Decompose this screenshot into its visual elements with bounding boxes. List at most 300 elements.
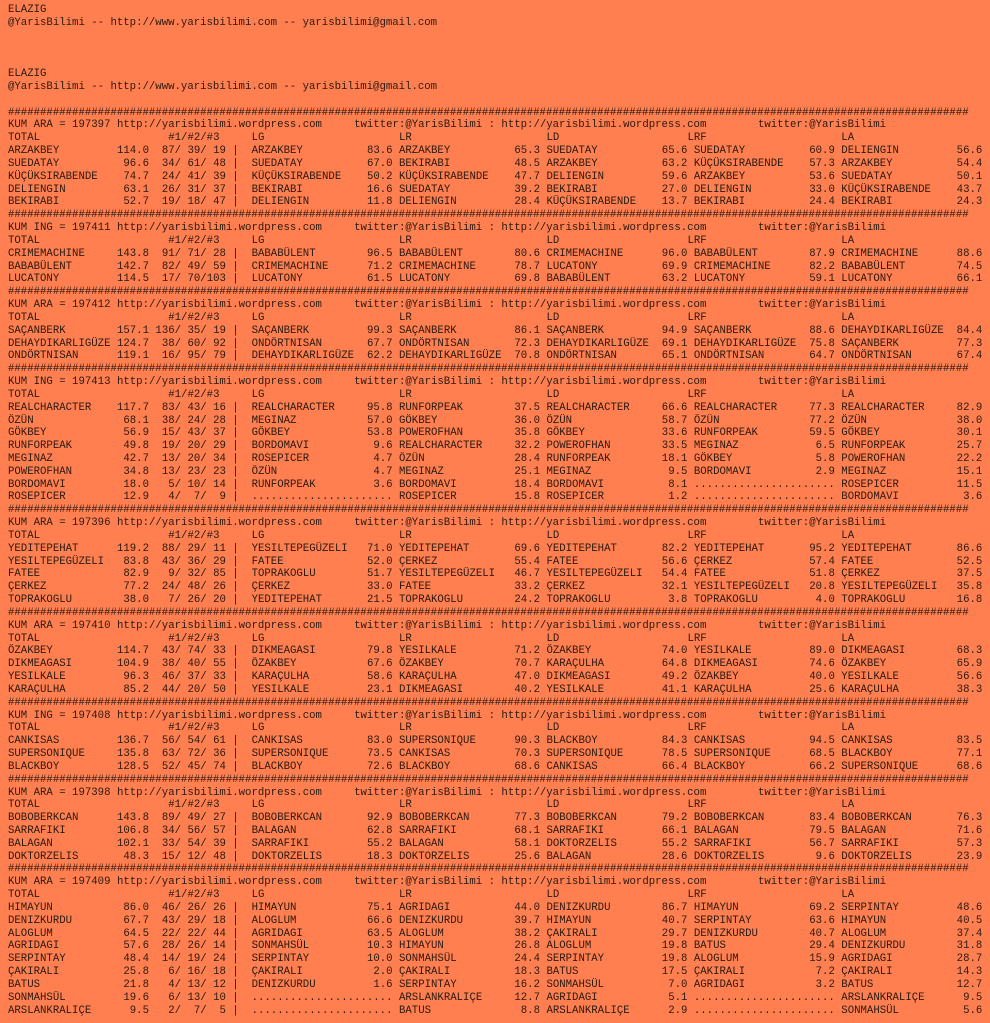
lr-name: FATEE: [399, 581, 432, 594]
lg-score: 21.5: [360, 594, 393, 607]
header-places: #1/#2/#3: [168, 311, 220, 324]
slash: /: [174, 273, 182, 286]
twitter-handle[interactable]: twitter:@YarisBilimi: [757, 876, 887, 889]
second-place-count: 26: [181, 940, 201, 953]
lg-score: 62.2: [360, 350, 393, 363]
la-name: KÜÇÜKSIRABENDE: [841, 183, 931, 196]
column-headers: [8, 799, 990, 812]
la-name: MEGINAZ: [841, 465, 887, 478]
separator-line: [8, 504, 990, 517]
hash-separator: ######################################################################################################################################################: [8, 504, 969, 517]
ld-score: 63.2: [655, 273, 688, 286]
first-place-count: 43: [155, 914, 175, 927]
la-score: 52.5: [950, 555, 983, 568]
lr-score: 24.2: [507, 594, 540, 607]
slash: /: [174, 145, 182, 158]
lg-score: 53.8: [360, 427, 393, 440]
lr-score: 58.1: [507, 837, 540, 850]
first-place-count: 46: [155, 671, 175, 684]
lg-score: 9.6: [360, 440, 393, 453]
race-title: KUM ARA = 197397: [8, 119, 111, 132]
blog-link[interactable]: http://yarisbilimi.wordpress.com: [116, 119, 322, 132]
lr-name: ARSLANKRALIÇE: [399, 991, 483, 1004]
header-lr: LR: [399, 529, 412, 542]
lg-score: 52.0: [360, 555, 393, 568]
slash: /: [200, 683, 207, 696]
total-score: 34.8: [116, 465, 149, 478]
lr-score: 70.8: [507, 350, 540, 363]
la-score: 50.1: [950, 170, 983, 183]
lrf-score: 40.0: [802, 671, 835, 684]
first-place-count: 44: [155, 683, 175, 696]
second-place-count: 39: [181, 145, 201, 158]
second-place-count: 54: [181, 735, 201, 748]
la-score: 37.4: [950, 927, 983, 940]
total-score: 85.2: [116, 683, 149, 696]
first-place-count: 9: [155, 568, 175, 581]
lrf-score: 7.2: [802, 966, 835, 979]
blog-link[interactable]: http://yarisbilimi.wordpress.com: [116, 299, 322, 312]
ld-name: KÜÇÜKSIRABENDE: [546, 196, 637, 209]
twitter-blog-link[interactable]: twitter:@YarisBilimi : http://yarisbilimi.wordpress.com: [354, 376, 707, 389]
lrf-score: 94.5: [802, 735, 835, 748]
ld-score: 55.2: [655, 837, 688, 850]
lg-name: ÖZAKBEY: [251, 658, 297, 671]
ld-score: 63.2: [655, 157, 688, 170]
lr-score: 69.8: [507, 273, 540, 286]
second-place-count: 12: [181, 850, 201, 863]
header-total: TOTAL: [8, 722, 41, 735]
la-score: 74.5: [950, 260, 983, 273]
lg-name: TOPRAKOGLU: [251, 568, 316, 581]
header-lr: LR: [399, 132, 412, 145]
header-ld: LD: [546, 529, 560, 542]
twitter-handle[interactable]: twitter:@YarisBilimi: [757, 786, 887, 799]
result-row: [8, 812, 990, 825]
blog-link[interactable]: http://yarisbilimi.wordpress.com: [116, 709, 322, 722]
total-name: CRIMEMACHINE: [8, 247, 85, 260]
lrf-name: DEHAYDIKARLIGÜZE: [693, 337, 797, 350]
slash: /: [174, 683, 182, 696]
ld-name: GÖKBEY: [546, 427, 585, 440]
third-place-count: 36: [206, 748, 226, 761]
la-name: TOPRAKOGLU: [841, 594, 906, 607]
race-title: KUM ARA = 197410: [8, 619, 111, 632]
ld-score: 33.5: [655, 440, 688, 453]
column-headers: [8, 722, 990, 735]
hash-separator: ######################################################################################################################################################: [8, 106, 969, 119]
blog-link[interactable]: http://yarisbilimi.wordpress.com: [116, 222, 322, 235]
pipe-divider: |: [232, 440, 239, 453]
lg-empty: ......................: [251, 491, 393, 504]
lg-name: KÜÇÜKSIRABENDE: [251, 170, 342, 183]
lr-score: 48.5: [507, 157, 540, 170]
twitter-blog-link[interactable]: twitter:@YarisBilimi : http://yarisbilimi.wordpress.com: [354, 299, 707, 312]
twitter-blog-link[interactable]: twitter:@YarisBilimi : http://yarisbilimi.wordpress.com: [354, 119, 707, 132]
pipe-divider: |: [232, 940, 239, 953]
lrf-name: FATEE: [693, 568, 726, 581]
twitter-blog-link[interactable]: twitter:@YarisBilimi : http://yarisbilimi.wordpress.com: [354, 786, 707, 799]
ld-name: AGRIDAGI: [546, 991, 598, 1004]
second-place-count: 26: [181, 594, 201, 607]
third-place-count: 23: [206, 465, 226, 478]
first-place-count: 83: [155, 401, 175, 414]
lg-score: 16.6: [360, 183, 393, 196]
la-score: 28.7: [950, 953, 983, 966]
blank-line: [8, 30, 990, 43]
header-la: LA: [841, 799, 855, 812]
result-row: [8, 761, 990, 774]
lr-name: CRIMEMACHINE: [399, 260, 476, 273]
ld-score: 5.1: [655, 991, 688, 1004]
ld-name: ÇERKEZ: [546, 581, 585, 594]
total-score: 48.3: [116, 850, 149, 863]
slash: /: [174, 671, 182, 684]
total-name: YEDITEPEHAT: [8, 542, 79, 555]
twitter-handle[interactable]: twitter:@YarisBilimi: [757, 222, 887, 235]
lr-name: SUPERSONIQUE: [399, 735, 476, 748]
lg-name: SAÇANBERK: [251, 324, 310, 337]
lrf-score: 24.4: [802, 196, 835, 209]
race-title: KUM ARA = 197398: [8, 786, 111, 799]
lrf-name: BOBOBERKCAN: [693, 812, 765, 825]
lr-name: ONDÖRTNISAN: [399, 337, 470, 350]
third-place-count: 28: [206, 247, 226, 260]
la-name: DELIENGIN: [841, 145, 899, 158]
la-score: 71.6: [950, 825, 983, 837]
header-total: TOTAL: [8, 311, 41, 324]
twitter-blog-link[interactable]: twitter:@YarisBilimi : http://yarisbilimi.wordpress.com: [354, 619, 707, 632]
lrf-score: 82.2: [802, 260, 835, 273]
ld-score: 3.8: [655, 594, 688, 607]
pipe-divider: |: [232, 966, 239, 979]
ld-score: 8.1: [655, 478, 688, 491]
ld-score: 69.1: [655, 337, 688, 350]
ld-score: 40.7: [655, 914, 688, 927]
third-place-count: 5: [206, 1004, 226, 1017]
la-name: ROSEPICER: [841, 478, 899, 491]
total-name: BOBOBERKCAN: [8, 812, 79, 825]
ld-name: SONMAHSÜL: [546, 978, 605, 991]
pipe-divider: |: [232, 157, 239, 170]
lrf-name: MEGINAZ: [693, 440, 739, 453]
lr-name: ÖZAKBEY: [399, 658, 444, 671]
total-score: 38.0: [116, 594, 149, 607]
la-score: 77.1: [950, 748, 983, 761]
blog-link[interactable]: http://yarisbilimi.wordpress.com: [116, 376, 322, 389]
first-place-count: 13: [155, 465, 175, 478]
third-place-count: 9: [206, 491, 226, 504]
lrf-score: 66.2: [802, 760, 835, 773]
lr-name: DIKMEAGASI: [399, 683, 464, 696]
separator-line: [8, 363, 990, 376]
lr-name: BEKIRABI: [399, 157, 451, 170]
slash: /: [200, 452, 207, 465]
slash: /: [200, 991, 207, 1004]
header-la: LA: [841, 529, 855, 542]
pipe-divider: |: [232, 914, 239, 927]
lg-name: DOKTORZELIS: [251, 850, 323, 863]
lrf-score: 74.6: [802, 658, 835, 671]
lr-name: ÖZÜN: [399, 452, 425, 465]
blog-link[interactable]: http://yarisbilimi.wordpress.com: [116, 786, 322, 799]
la-name: BATUS: [841, 978, 874, 991]
header-lr: LR: [399, 311, 412, 324]
twitter-handle[interactable]: twitter:@YarisBilimi: [757, 119, 887, 132]
first-place-count: 33: [155, 837, 175, 850]
lr-name: YESILTEPEGÜZELI: [399, 568, 496, 581]
lg-score: 10.3: [360, 940, 393, 953]
first-place-count: 6: [155, 966, 175, 979]
third-place-count: 33: [206, 671, 226, 684]
lr-name: CANKISAS: [399, 748, 451, 761]
lrf-name: ALOGLUM: [693, 953, 739, 966]
lrf-score: 2.9: [802, 465, 835, 478]
slash: /: [200, 658, 207, 671]
lrf-score: 79.5: [802, 825, 835, 837]
total-name: ALOGLUM: [8, 927, 53, 940]
first-place-count: 63: [155, 748, 175, 761]
first-place-count: 34: [155, 825, 175, 837]
total-name: MEGINAZ: [8, 452, 53, 465]
second-place-count: 48: [181, 581, 201, 594]
lrf-score: 75.8: [802, 337, 835, 350]
blog-link[interactable]: http://yarisbilimi.wordpress.com: [116, 876, 322, 889]
result-row: [8, 979, 990, 992]
second-place-count: 49: [181, 260, 201, 273]
slash: /: [200, 735, 207, 748]
lg-name: BEKIRABI: [251, 183, 303, 196]
pipe-divider: |: [232, 350, 239, 363]
twitter-handle[interactable]: twitter:@YarisBilimi: [757, 709, 887, 722]
header-lrf: LRF: [687, 632, 707, 645]
lg-name: ONDÖRTNISAN: [251, 337, 323, 350]
header-places: #1/#2/#3: [168, 799, 220, 812]
city-line: [8, 68, 990, 81]
total-name: SERPINTAY: [8, 953, 66, 966]
second-place-count: 60: [181, 337, 201, 350]
third-place-count: 85: [206, 568, 226, 581]
second-place-count: 10: [181, 478, 201, 491]
la-name: ALOGLUM: [841, 927, 887, 940]
ld-name: CRIMEMACHINE: [546, 247, 624, 260]
race-title: KUM ARA = 197409: [8, 876, 111, 889]
slash: /: [174, 555, 182, 568]
lr-name: DEHAYDIKARLIGÜZE: [399, 350, 502, 363]
lg-name: ÇERKEZ: [251, 581, 291, 594]
lrf-name: RUNFORPEAK: [693, 427, 758, 440]
blog-link[interactable]: http://yarisbilimi.wordpress.com: [116, 619, 322, 632]
total-score: 21.8: [116, 978, 149, 991]
slash: /: [200, 157, 207, 170]
header-la: LA: [841, 889, 855, 902]
ld-score: 58.7: [655, 414, 688, 427]
pipe-divider: |: [232, 748, 239, 761]
first-place-count: 136: [155, 324, 175, 337]
lr-name: POWEROFHAN: [399, 427, 464, 440]
result-row: [8, 427, 990, 440]
lr-name: ROSEPICER: [399, 491, 457, 504]
lrf-name: GÖKBEY: [693, 452, 733, 465]
slash: /: [174, 837, 182, 850]
lr-name: ÇAKIRALI: [399, 966, 451, 979]
header-places: #1/#2/#3: [168, 234, 220, 247]
third-place-count: 20: [206, 594, 226, 607]
header-places: #1/#2/#3: [168, 889, 220, 902]
blank-line: [8, 42, 990, 55]
total-score: 56.9: [116, 427, 149, 440]
la-score: 23.9: [950, 850, 983, 863]
header-lr: LR: [399, 799, 412, 812]
lg-score: 67.6: [360, 658, 393, 671]
hash-separator: ######################################################################################################################################################: [8, 606, 969, 619]
total-score: 96.3: [116, 671, 149, 684]
result-row: [8, 338, 990, 351]
third-place-count: 39: [206, 170, 226, 183]
total-name: RUNFORPEAK: [8, 440, 73, 453]
results-document: [8, 4, 990, 1017]
result-row: [8, 440, 990, 453]
total-name: ROSEPICER: [8, 491, 66, 504]
slash: /: [200, 914, 207, 927]
total-score: 48.4: [116, 953, 149, 966]
lg-name: KARAÇULHA: [251, 671, 310, 684]
lrf-name: KÜÇÜKSIRABENDE: [693, 157, 784, 170]
total-name: SAÇANBERK: [8, 324, 66, 337]
first-place-count: 88: [155, 542, 175, 555]
twitter-handle[interactable]: twitter:@YarisBilimi: [757, 299, 887, 312]
lg-score: 18.3: [360, 850, 393, 863]
la-score: 30.1: [950, 427, 983, 440]
la-name: DENIZKURDU: [841, 940, 906, 953]
total-score: 106.8: [116, 825, 149, 837]
lrf-score: 57.3: [802, 157, 835, 170]
ld-name: YESILKALE: [546, 683, 605, 696]
lr-name: DENIZKURDU: [399, 914, 464, 927]
lr-name: ALOGLUM: [399, 927, 444, 940]
lg-name: ÖZÜN: [251, 465, 278, 478]
pipe-divider: |: [232, 183, 239, 196]
third-place-count: 18: [206, 914, 226, 927]
la-score: 38.0: [950, 414, 983, 427]
twitter-handle[interactable]: twitter:@YarisBilimi: [757, 517, 887, 530]
la-score: 57.3: [950, 837, 983, 850]
ld-score: 19.8: [655, 940, 688, 953]
total-score: 114.5: [116, 273, 149, 286]
first-place-count: 43: [155, 555, 175, 568]
ld-score: 9.5: [655, 465, 688, 478]
header-total: TOTAL: [8, 889, 41, 902]
pipe-divider: |: [232, 683, 239, 696]
la-name: RUNFORPEAK: [841, 440, 906, 453]
header-lr: LR: [399, 632, 412, 645]
lr-name: RUNFORPEAK: [399, 401, 464, 414]
section-header: [8, 620, 990, 633]
second-place-count: 70: [181, 273, 201, 286]
total-name: YESILKALE: [8, 671, 66, 684]
ld-score: 94.9: [655, 324, 688, 337]
third-place-count: 14: [206, 940, 226, 953]
total-name: POWEROFHAN: [8, 465, 73, 478]
la-score: 12.7: [950, 978, 983, 991]
lrf-name: AGRIDAGI: [693, 978, 746, 991]
la-name: DIKMEAGASI: [841, 645, 906, 658]
ld-score: 7.0: [655, 978, 688, 991]
header-ld: LD: [546, 799, 560, 812]
third-place-count: 92: [206, 337, 226, 350]
ld-name: ROSEPICER: [546, 491, 605, 504]
lrf-name: SARRAFIKI: [693, 837, 752, 850]
column-headers: [8, 235, 990, 248]
second-place-count: 31: [181, 183, 201, 196]
ld-name: SERPINTAY: [546, 953, 605, 966]
twitter-handle[interactable]: twitter:@YarisBilimi: [757, 619, 887, 632]
slash: /: [200, 966, 207, 979]
result-row: [8, 684, 990, 697]
pipe-divider: |: [232, 645, 239, 658]
slash: /: [174, 1004, 182, 1017]
twitter-blog-link[interactable]: twitter:@YarisBilimi : http://yarisbilimi.wordpress.com: [354, 709, 707, 722]
separator-line: [8, 209, 990, 222]
ld-name: ARZAKBEY: [546, 157, 598, 170]
third-place-count: 37: [206, 427, 226, 440]
total-score: 96.6: [116, 157, 149, 170]
twitter-blog-link[interactable]: twitter:@YarisBilimi : http://yarisbilimi.wordpress.com: [354, 517, 707, 530]
la-score: 37.5: [950, 568, 983, 581]
first-place-count: 19: [155, 196, 175, 209]
hash-separator: ######################################################################################################################################################: [8, 773, 969, 786]
pipe-divider: |: [232, 671, 239, 684]
slash: /: [174, 465, 182, 478]
first-place-count: 19: [155, 440, 175, 453]
ld-name: ÖZÜN: [546, 414, 573, 427]
lr-name: DOKTORZELIS: [399, 850, 470, 863]
twitter-blog-link[interactable]: twitter:@YarisBilimi : http://yarisbilimi.wordpress.com: [354, 222, 707, 235]
ld-name: BOBOBERKCAN: [546, 812, 617, 825]
city-title: ELAZIG: [8, 68, 47, 81]
header-lrf: LRF: [687, 311, 707, 324]
third-place-count: 44: [206, 927, 226, 940]
header-places: #1/#2/#3: [168, 132, 220, 145]
lr-score: 80.6: [507, 247, 540, 260]
third-place-count: 18: [206, 966, 226, 979]
total-score: 63.1: [116, 183, 149, 196]
lr-score: 72.3: [507, 337, 540, 350]
second-place-count: 36: [181, 555, 201, 568]
slash: /: [174, 760, 182, 773]
pipe-divider: |: [232, 953, 239, 966]
twitter-handle[interactable]: twitter:@YarisBilimi: [757, 376, 887, 389]
ld-name: SUPERSONIQUE: [546, 748, 624, 761]
lr-name: SAÇANBERK: [399, 324, 457, 337]
lg-name: SARRAFIKI: [251, 837, 310, 850]
slash: /: [200, 196, 207, 209]
result-row: [8, 581, 990, 594]
la-score: 65.9: [950, 658, 983, 671]
lr-name: BALAGAN: [399, 837, 444, 850]
credits-line: [8, 81, 990, 94]
slash: /: [200, 812, 207, 825]
total-score: 49.8: [116, 440, 149, 453]
blog-link[interactable]: http://yarisbilimi.wordpress.com: [116, 517, 322, 530]
second-place-count: 35: [181, 324, 201, 337]
total-name: CANKISAS: [8, 735, 60, 748]
ld-name: DOKTORZELIS: [546, 837, 617, 850]
header-ld: LD: [546, 722, 560, 735]
header-la: LA: [841, 632, 855, 645]
lr-name: BLACKBOY: [399, 760, 451, 773]
twitter-blog-link[interactable]: twitter:@YarisBilimi : http://yarisbilimi.wordpress.com: [354, 876, 707, 889]
